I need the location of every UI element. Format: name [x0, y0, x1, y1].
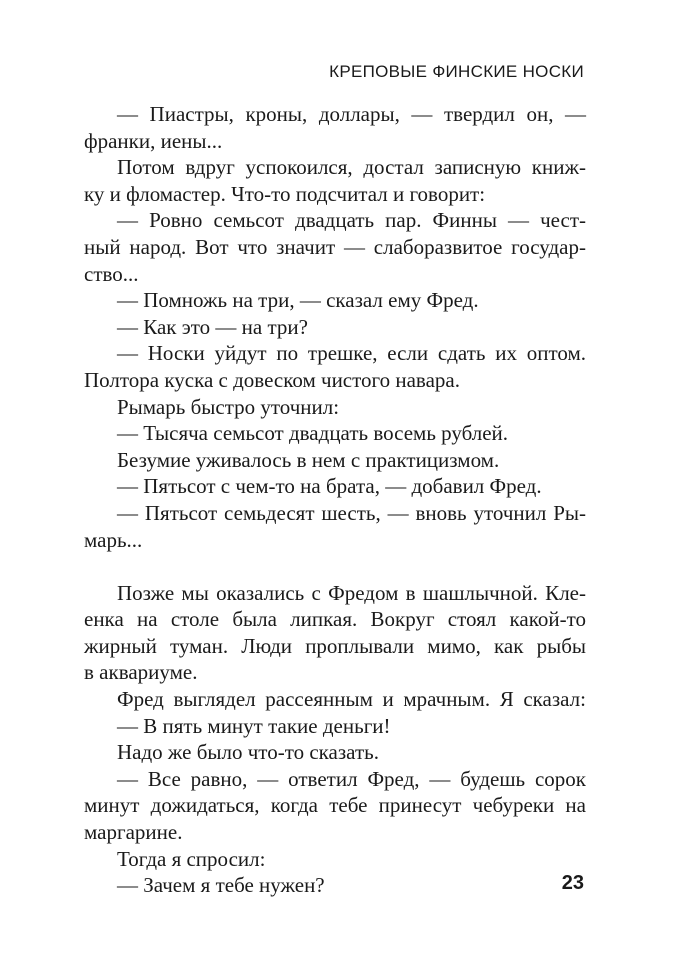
text-line: в аквариуме.	[84, 660, 198, 685]
body-text	[84, 101, 586, 899]
text-line: — Зачем я тебе нужен?	[117, 873, 325, 898]
text-line: Надо же было что-то сказать.	[117, 740, 379, 765]
text-line: минут дожидаться, когда тебе принесут чебуреки на	[84, 793, 586, 818]
text-line: Позже мы оказались с Фредом в шашлычной. Кле-	[117, 580, 586, 605]
text-line: — Помножь на три, — сказал ему Фред.	[117, 288, 479, 313]
text-line: Рымарь быстро уточнил:	[117, 394, 340, 419]
text-line: — Тысяча семьсот двадцать восемь рублей.	[117, 421, 509, 446]
text-line: — Пятьсот семьдесят шесть, — вновь уточнил Ры-	[117, 500, 586, 525]
text-line: — Как это — на три?	[117, 314, 308, 339]
section-break	[84, 553, 586, 580]
text-line: — В пять минут такие деньги!	[117, 713, 391, 738]
text-line: Полтора куска с довеском чистого навара.	[84, 367, 460, 392]
text-line: Тогда я спросил:	[117, 846, 266, 871]
text-line: — Все равно, — ответил Фред, — будешь сорок	[117, 766, 586, 791]
running-head: КРЕПОВЫЕ ФИНСКИЕ НОСКИ	[329, 62, 584, 81]
text-line: ку и фломастер. Что-то подсчитал и говорит:	[84, 181, 486, 206]
text-line: маргарине.	[84, 820, 183, 845]
text-line: — Пиастры, кроны, доллары, — твердил он, —	[117, 102, 586, 126]
text-line: марь...	[84, 527, 143, 552]
page-number: 23	[561, 872, 584, 894]
text-line: жирный туман. Люди проплывали мимо, как рыбы	[84, 633, 586, 658]
text-line: — Носки уйдут по трешке, если сдать их оптом.	[117, 341, 586, 366]
text-line: — Пятьсот с чем-то на брата, — добавил Фред.	[117, 474, 542, 499]
text-line: Потом вдруг успокоился, достал записную книж-	[117, 155, 586, 180]
text-line: ный народ. Вот что значит — слаборазвитое государ-	[84, 234, 586, 259]
text-line: енка на столе была липкая. Вокруг стоял какой-то	[84, 607, 586, 632]
text-line: франки, иены...	[84, 128, 223, 153]
text-line: Фред выглядел рассеянным и мрачным. Я сказал:	[117, 687, 586, 712]
text-line: — Ровно семьсот двадцать пар. Финны — чест-	[117, 208, 586, 233]
text-line: ство...	[84, 261, 139, 286]
text-line: Безумие уживалось в нем с практицизмом.	[117, 447, 500, 472]
